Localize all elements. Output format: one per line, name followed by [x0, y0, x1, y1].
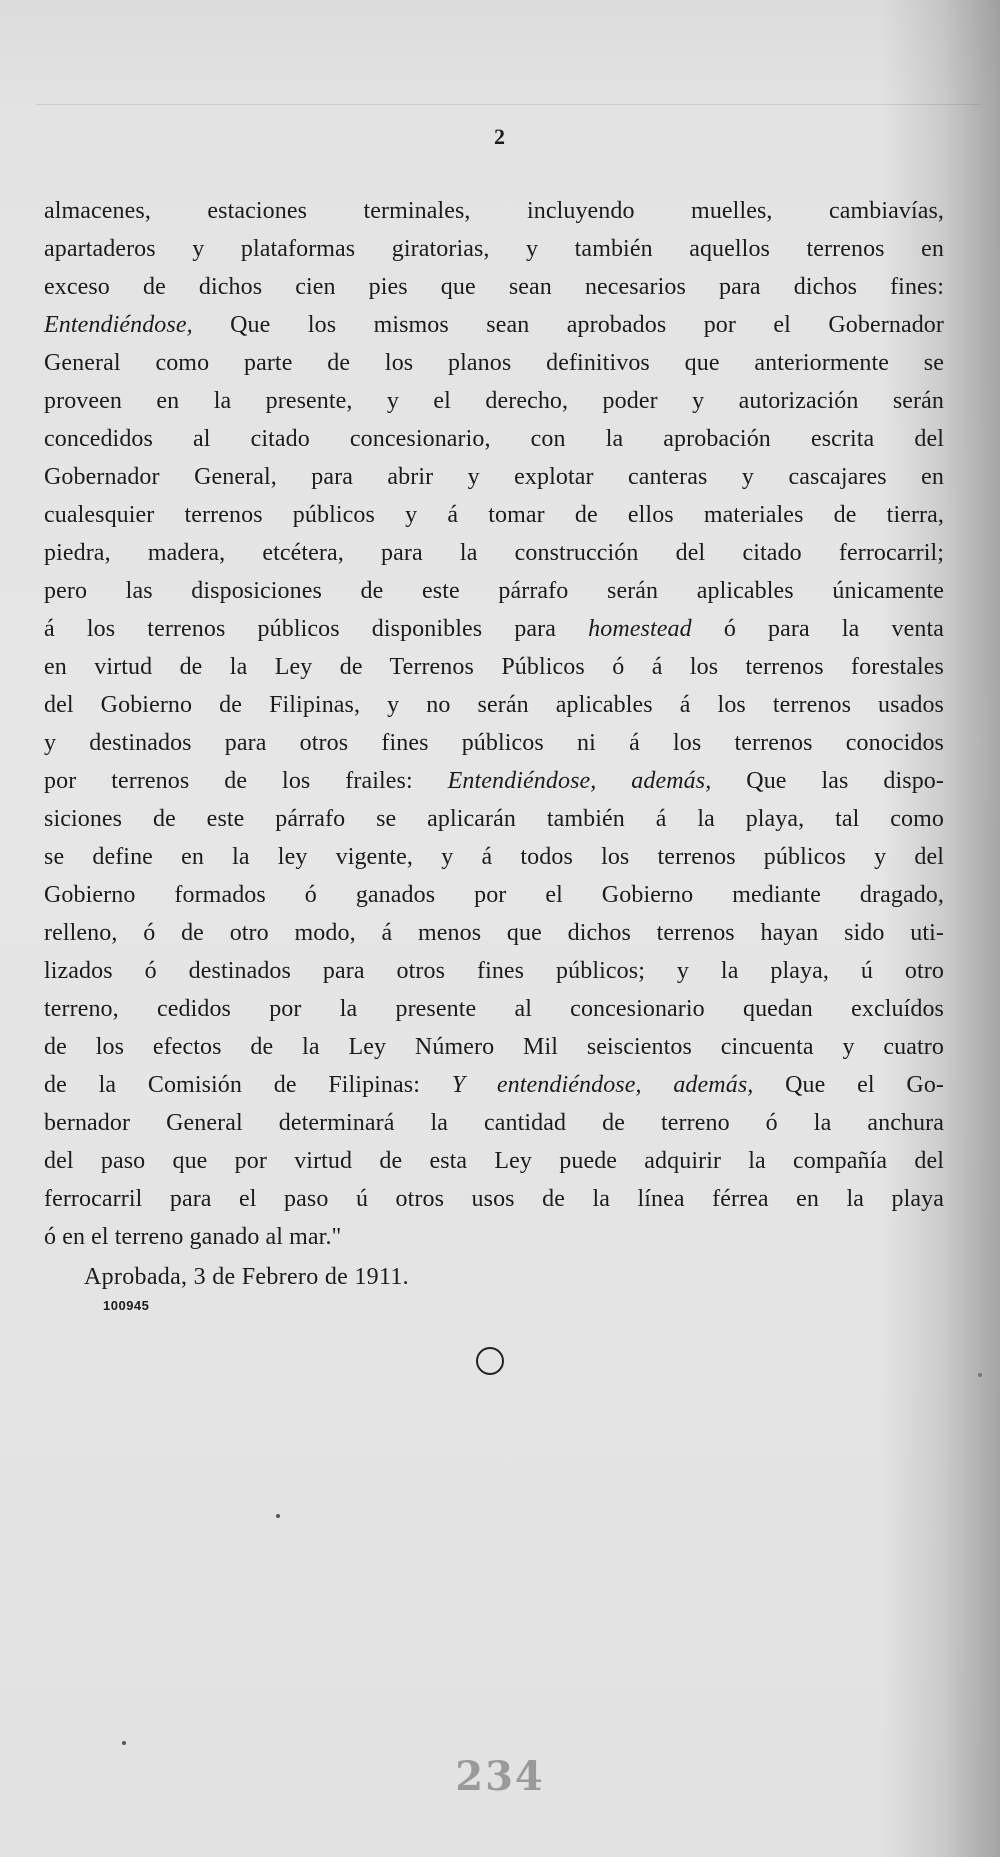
text-segment: terreno, cedidos por la presente al concesionario quedan excluídos	[44, 996, 944, 1022]
page-number: 2	[494, 124, 506, 149]
text-line	[44, 876, 944, 914]
text-line	[44, 534, 944, 572]
text-line	[44, 838, 944, 876]
approval-date: Aprobada, 3 de Febrero de 1911.	[84, 1264, 409, 1290]
text-segment: exceso de dichos cien pies que sean necesarios para dichos fines:	[44, 274, 944, 300]
top-rule	[36, 104, 981, 105]
text-segment: pero las disposiciones de este párrafo serán aplicables únicamente	[44, 578, 944, 604]
text-segment: Que los mismos sean aprobados por el Gobernador	[192, 312, 944, 338]
end-ornament-circle	[476, 1347, 504, 1375]
text-segment: ó en el terreno ganado al mar."	[44, 1224, 342, 1250]
scan-speck	[978, 1373, 982, 1377]
text-segment: se define en la ley vigente, y á todos los terrenos públicos y del	[44, 844, 944, 870]
text-segment: cualesquier terrenos públicos y á tomar de ellos materiales de tierra,	[44, 502, 944, 528]
text-segment: de la Comisión de Filipinas:	[44, 1072, 452, 1098]
text-line	[44, 724, 944, 762]
text-segment: Gobierno formados ó ganados por el Gobierno mediante dragado,	[44, 882, 944, 908]
text-line	[44, 268, 944, 306]
text-line	[44, 1218, 944, 1256]
text-segment: en virtud de la Ley de Terrenos Públicos ó á los terrenos forestales	[44, 654, 944, 680]
text-segment: relleno, ó de otro modo, á menos que dichos terrenos hayan sido uti-	[44, 920, 944, 946]
text-line	[44, 914, 944, 952]
text-line	[44, 306, 944, 344]
text-segment: Gobernador General, para abrir y explotar canteras y cascajares en	[44, 464, 944, 490]
text-line	[44, 382, 944, 420]
text-segment: á los terrenos públicos disponibles para	[44, 616, 589, 642]
text-segment: lizados ó destinados para otros fines públicos; y la playa, ú otro	[44, 958, 944, 984]
text-line	[44, 496, 944, 534]
text-line	[44, 230, 944, 268]
text-segment: apartaderos y plataformas giratorias, y también aquellos terrenos en	[44, 236, 944, 262]
italic-text: Entendiéndose, además,	[447, 768, 712, 794]
text-segment: y destinados para otros fines públicos ni á los terrenos conocidos	[44, 730, 944, 756]
text-line	[44, 1142, 944, 1180]
text-line	[44, 344, 944, 382]
italic-text: Y entendiéndose, además,	[451, 1072, 754, 1098]
text-line	[44, 572, 944, 610]
text-line	[44, 192, 944, 230]
italic-text: homestead	[588, 616, 692, 642]
scan-speck	[122, 1741, 126, 1745]
body-text	[44, 192, 944, 1256]
text-line	[44, 762, 944, 800]
text-line	[44, 1104, 944, 1142]
text-line	[44, 610, 944, 648]
text-segment: almacenes, estaciones terminales, incluyendo muelles, cambiavías,	[44, 198, 944, 224]
text-line	[44, 686, 944, 724]
print-code: 100945	[103, 1298, 150, 1313]
text-line	[44, 420, 944, 458]
text-segment: del paso que por virtud de esta Ley puede adquirir la compañía del	[44, 1148, 944, 1174]
text-line	[44, 1028, 944, 1066]
text-line	[44, 648, 944, 686]
text-segment: proveen en la presente, y el derecho, poder y autorización serán	[44, 388, 944, 414]
text-segment: del Gobierno de Filipinas, y no serán aplicables á los terrenos usados	[44, 692, 944, 718]
text-line	[44, 990, 944, 1028]
text-segment: Que las dispo-	[711, 768, 944, 794]
text-segment: General como parte de los planos definitivos que anteriormente se	[44, 350, 944, 376]
text-line	[44, 952, 944, 990]
text-segment: ferrocarril para el paso ú otros usos de la línea férrea en la playa	[44, 1186, 944, 1212]
text-segment: piedra, madera, etcétera, para la construcción del citado ferrocarril;	[44, 540, 944, 566]
scan-speck	[276, 1514, 280, 1518]
text-segment: bernador General determinará la cantidad de terreno ó la anchura	[44, 1110, 944, 1136]
text-segment: ó para la venta	[691, 616, 944, 642]
italic-text: Entendiéndose,	[44, 312, 193, 338]
text-line	[44, 1180, 944, 1218]
text-segment: siciones de este párrafo se aplicarán también á la playa, tal como	[44, 806, 944, 832]
text-segment: Que el Go-	[753, 1072, 945, 1098]
text-line	[44, 1066, 944, 1104]
folio-number: 234	[455, 1753, 545, 1800]
text-line	[44, 458, 944, 496]
text-segment: de los efectos de la Ley Número Mil seiscientos cincuenta y cuatro	[44, 1034, 944, 1060]
text-line	[44, 800, 944, 838]
text-segment: por terrenos de los frailes:	[44, 768, 448, 794]
text-segment: concedidos al citado concesionario, con la aprobación escrita del	[44, 426, 944, 452]
